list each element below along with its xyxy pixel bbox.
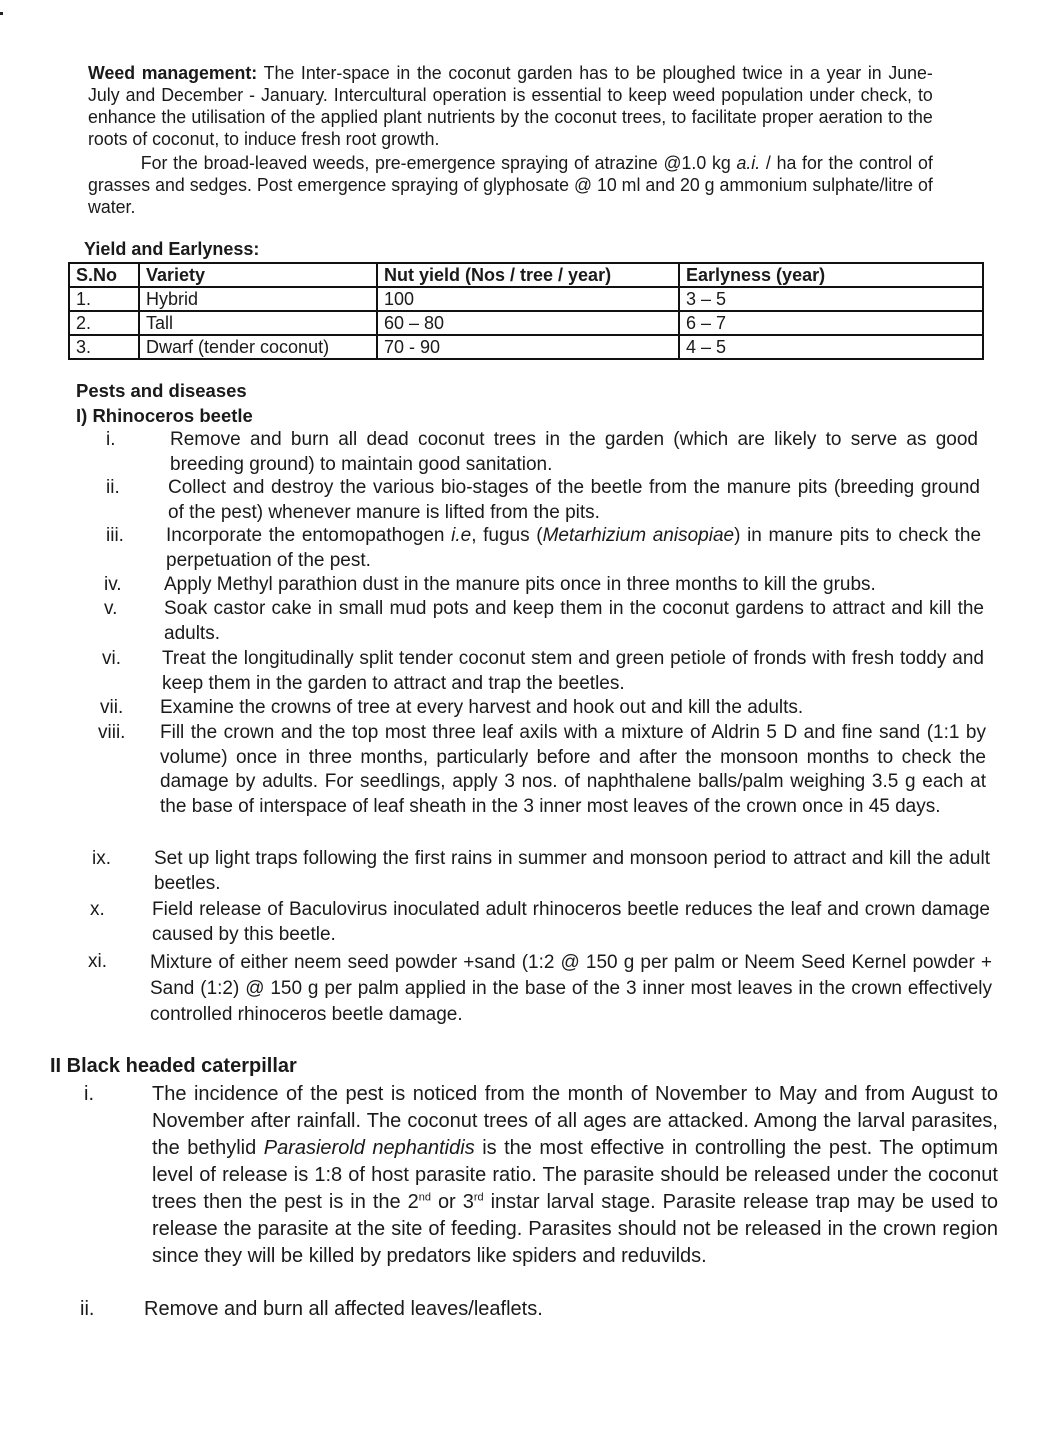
cell: Tall [139,311,377,335]
weed-management-section [88,62,933,218]
cell: 2. [69,311,139,335]
document-page: Weed management: The Inter-space in the coconut garden has to be ploughed twice in a year in June-July and December - January. Intercultural operation is essential to keep weed population under check, to enhance the utilisation of the applied plant nutrients by the coconut trees, to facilitate proper aeration to the roots of coconut, to induce fresh root growth. For the broad-leaved weeds, pre-emergence spraying of atrazine @1.0 kg a.i. / ha for the control of grasses and sedges. Post emergence spraying of glyphosate @ 10 ml and 20 g ammonium sulphate/litre of water. Yield and Earlyness: S.No Variety Nut yield (Nos / tree / year) Earlyness (year) 1. Hybrid 100 3 – 5 2. Tall 60 – 80 6 – 7 3. Dwarf (tender coconut) 70 - 90 4 – 5 Pests and diseases I) Rhinoceros beetle i. Remove and burn all dead coconut trees in the garden (which are likely to serve as good breeding ground) to maintain good sanitation. ii. Collect and destroy the various bio-stages of the beetle from the manure pits (breeding ground of the pest) whenever manure is lifted from the pits. iii. Incorporate the entomopathogen i.e, fugus (Metarhizium anisopiae) in manure pits to check the perpetuation of the pest. iv. Apply Methyl parathion dust in the manure pits once in three months to kill the grubs. v. Soak castor cake in small mud pots and keep them in the coconut gardens to attract and kill the adults. vi. Treat the longitudinally split tender coconut stem and green petiole of fronds with fresh toddy and keep them in the garden to attract and trap the beetles. vii. Examine the crowns of tree at every harvest and hook out and kill the adults. viii. Fill the crown and the top most three leaf axils with a mixture of Aldrin 5 D and fine sand (1:1 by volume) once in three months, particularly before and after the monsoon months to check the damage by adults. For seedlings, apply 3 nos. of naphthalene balls/palm weighing 3.5 g each at the base of interspace of leaf sheath in the 3 inner most leaves of the crown once in 45 days. ix. Set up light traps following the first rains in summer and monsoon period to attract and kill the adult beetles. x. Field release of Baculovirus inoculated adult rhinoceros beetle reduces the leaf and crown damage caused by this beetle. xi. Mixture of either neem seed powder +sand (1:2 @ 150 g per palm or Neem Seed Kernel powder + Sand (1:2) @ 150 g per palm applied in the base of the 3 inner most leaves in the crown effectively controlled rhinoceros beetle damage. II Black headed caterpillar i. The incidence of the pest is noticed from the month of November to May and from August to November after rainfall. The coconut trees of all ages are attacked. Among the larval parasites, the bethylid Parasierold nephantidis is the most effective in controlling the pest. The optimum level of release is 1:8 of host parasite ratio. The parasite should be released under the coconut trees then the pest is in the 2nd or 3rd instar larval stage. Parasite release trap may be used to release the parasite at the site of feeding. Parasites should not be released in the crown region since they will be killed by predators like spiders and reduvilds. ii. Remove and burn all affected leaves/leaflets. [0,0,1056,1436]
table-row [69,335,983,359]
cell: 6 – 7 [679,311,983,335]
weed-para-1: Weed management: The Inter-space in the coconut garden has to be ploughed twice in a year in June-July and December - January. Intercultural operation is essential to keep weed population under check, to enhance the utilisation of the applied plant nutrients by the coconut trees, to facilitate proper aeration to the roots of coconut, to induce fresh root growth. [88,62,933,149]
header-variety: Variety [139,263,377,287]
rhino-heading: I) Rhinoceros beetle [76,405,253,426]
yield-heading: Yield and Earlyness: [84,239,260,259]
header-nut-yield: Nut yield (Nos / tree / year) [377,263,679,287]
cell: Dwarf (tender coconut) [139,335,377,359]
caterpillar-heading: II Black headed caterpillar [50,1055,297,1077]
table-row [69,287,983,311]
weed-label: Weed management: [88,62,258,83]
cell: Hybrid [139,287,377,311]
cell: 70 - 90 [377,335,679,359]
header-earlyness: Earlyness (year) [679,263,983,287]
cell: 1. [69,287,139,311]
yield-table [68,262,984,360]
pests-heading: Pests and diseases [76,380,247,401]
table-row [69,311,983,335]
cell: 3. [69,335,139,359]
cell: 100 [377,287,679,311]
cell: 3 – 5 [679,287,983,311]
scan-mark [0,12,3,15]
cell: 60 – 80 [377,311,679,335]
table-header-row [69,263,983,287]
weed-para-2: For the broad-leaved weeds, pre-emergence spraying of atrazine @1.0 kg a.i. / ha for the control of grasses and sedges. Post emergence spraying of glyphosate @ 10 ml and 20 g ammonium sulphate/litre of water. [88,152,933,217]
cell: 4 – 5 [679,335,983,359]
header-sno: S.No [69,263,139,287]
